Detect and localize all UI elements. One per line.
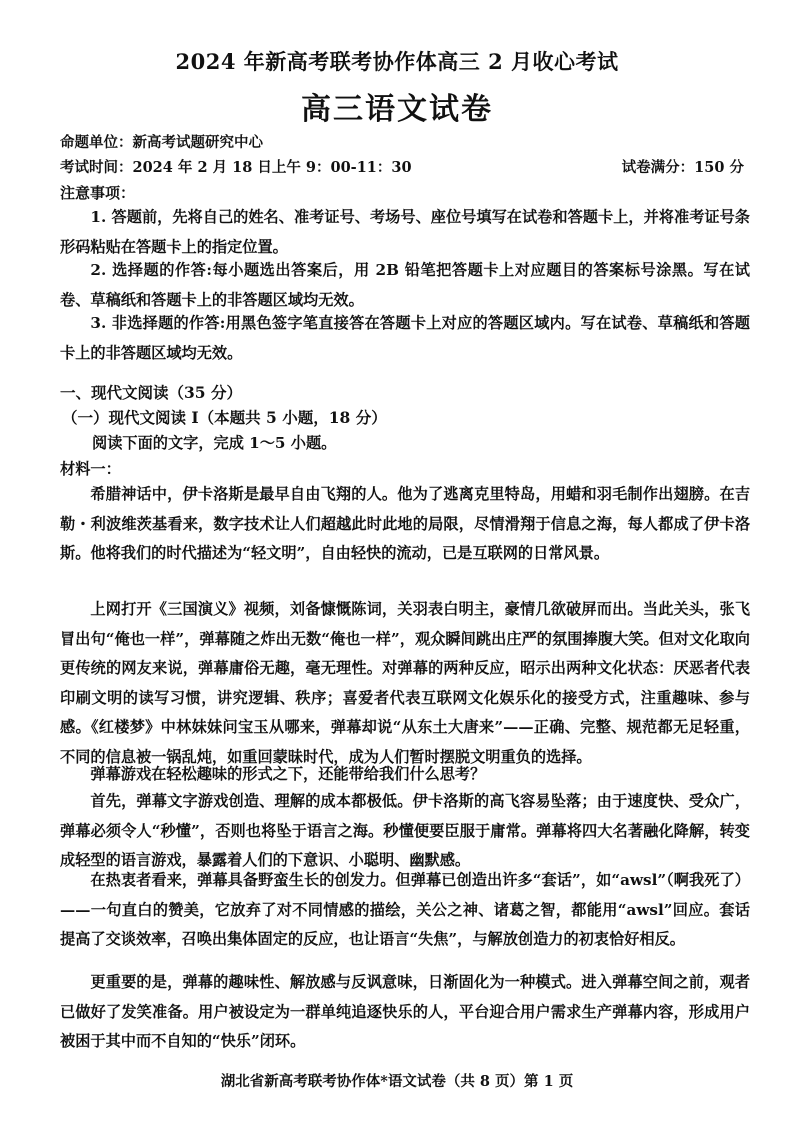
paragraph-2: 上网打开《三国演义》视频，刘备慷慨陈词，关羽表白明主，豪情几欲破屏而出。当此关头，张飞冒出句“俺也一样”，弹幕随之炸出无数“俺也一样”，观众瞬间跳出庄严的氛围捧腹大笑。但对文化取向更传统的网友来说，弹幕庸俗无趣，毫无理性。对弹幕的两种反应，昭示出两种文化状态：厌恶者代表印刷文明的读写习惯，讲究逻辑、秩序；喜爱者代表互联网文化娱乐化的接受方式，注重趣味、参与感。《红楼梦》中林妹妹问宝玉从哪来，弹幕却说“从东土大唐来”——正确、完整、规范都无足轻重，不同的信息被一锅乱炖，如重回蒙昧时代，成为人们暂时摆脱文明重负的选择。 — [60, 600, 750, 766]
subsection-heading: （一）现代文阅读 I（本题共 5 小题，18 分） — [62, 408, 387, 427]
notice-item-2: 2. 选择题的作答:每小题选出答案后，用 2B 铅笔把答题卡上对应题目的答案标号涂黑。写在试卷、草稿纸和答题卡上的非答题区域均无效。 — [60, 261, 750, 309]
exam-title: 2024 年新高考联考协作体高三 2 月收心考试 — [175, 49, 619, 74]
section-heading: 一、现代文阅读（35 分） — [60, 383, 242, 402]
page-footer: 湖北省新高考联考协作体*语文试卷（共 8 页）第 1 页 — [220, 1073, 574, 1090]
notice-item-1: 1. 答题前，先将自己的姓名、准考证号、考场号、座位号填写在试卷和答题卡上，并将准考证号条形码粘贴在答题卡上的指定位置。 — [60, 208, 750, 256]
reading-instruction: 阅读下面的文字，完成 1～5 小题。 — [92, 434, 337, 452]
paragraph-4: 首先，弹幕文字游戏创造、理解的成本都极低。伊卡洛斯的高飞容易坠落；由于速度快、受众广，弹幕必须令人“秒懂”，否则也将坠于语言之海。秒懂便要臣服于庸常。弹幕将四大名著融化降解，转变成轻型的语言游戏，暴露着人们的下意识、小聪明、幽默感。 — [60, 792, 750, 869]
paper-title: 高三语文试卷 — [301, 92, 493, 127]
material-label: 材料一： — [60, 460, 121, 478]
paragraph-6: 更重要的是，弹幕的趣味性、解放感与反讽意味，日渐固化为一种模式。进入弹幕空间之前，观者已做好了发笑准备。用户被设定为一群单纯追逐快乐的人，平台迎合用户需求生产弹幕内容，形成用户被困于其中而不自知的“快乐”闭环。 — [60, 973, 750, 1050]
notice-heading: 注意事项： — [60, 184, 136, 202]
notice-item-3: 3. 非选择题的作答:用黑色签字笔直接答在答题卡上对应的答题区域内。写在试卷、草稿纸和答题卡上的非答题区域均无效。 — [60, 314, 750, 362]
exam-setter: 命题单位：新高考试题研究中心 — [60, 134, 263, 151]
full-score: 试卷满分：150 分 — [621, 159, 744, 176]
exam-time: 考试时间：2024 年 2 月 18 日上午 9：00-11：30 — [60, 159, 412, 176]
paragraph-3: 弹幕游戏在轻松趣味的形式之下，还能带给我们什么思考？ — [90, 765, 486, 783]
paragraph-1: 希腊神话中，伊卡洛斯是最早自由飞翔的人。他为了逃离克里特岛，用蜡和羽毛制作出翅膀。在吉勒・利波维茨基看来，数字技术让人们超越此时此地的局限，尽情滑翔于信息之海，每人都成了伊卡洛斯。他将我们的时代描述为“轻文明”，自由轻快的流动，已是互联网的日常风景。 — [60, 485, 750, 562]
paragraph-5: 在热衷者看来，弹幕具备野蛮生长的创发力。但弹幕已创造出许多“套话”，如“awsl”（啊我死了）——一句直白的赞美，它放弃了对不同情感的描绘，关公之神、诸葛之智，都能用“awsl”回应。套话提高了交谈效率，召唤出集体固定的反应，也让语言“失焦”，与解放创造力的初衷恰好相反。 — [60, 871, 750, 948]
